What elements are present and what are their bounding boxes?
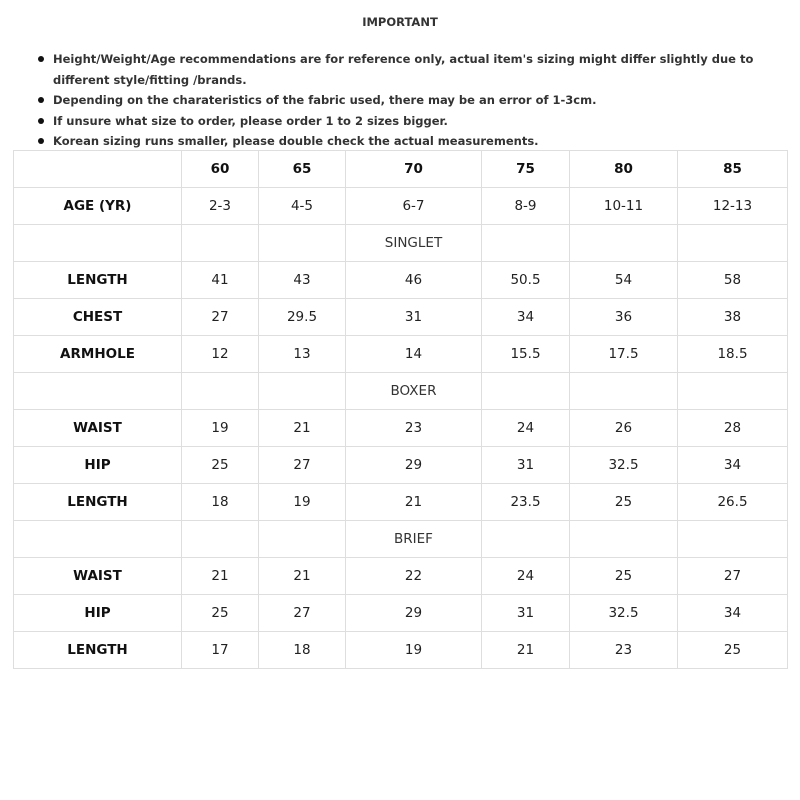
table-cell: 31: [346, 299, 482, 336]
table-cell: 27: [259, 595, 346, 632]
table-cell: 13: [259, 336, 346, 373]
table-cell: 29: [346, 595, 482, 632]
table-row: [14, 484, 788, 521]
row-label: LENGTH: [14, 632, 182, 669]
note-item: Height/Weight/Age recommendations are for reference only, actual item's sizing might differ slightly due to different style/fitting /brands.: [38, 49, 790, 90]
section-blank-cell: [14, 373, 182, 410]
table-cell: 58: [678, 262, 788, 299]
section-blank-cell: [182, 225, 259, 262]
table-cell: 38: [678, 299, 788, 336]
table-cell: 21: [259, 410, 346, 447]
section-title-singlet: SINGLET: [346, 225, 482, 262]
section-blank-cell: [678, 521, 788, 558]
section-blank-cell: [482, 225, 570, 262]
table-cell: 19: [182, 410, 259, 447]
table-cell: 31: [482, 447, 570, 484]
table-row: [14, 558, 788, 595]
section-blank-cell: [678, 225, 788, 262]
row-label: LENGTH: [14, 484, 182, 521]
row-label: CHEST: [14, 299, 182, 336]
note-item: If unsure what size to order, please order 1 to 2 sizes bigger.: [38, 111, 790, 132]
table-cell: 17.5: [570, 336, 678, 373]
table-cell: 25: [182, 447, 259, 484]
table-cell: 27: [182, 299, 259, 336]
table-cell: 31: [482, 595, 570, 632]
table-row: [14, 632, 788, 669]
table-cell: 18: [182, 484, 259, 521]
table-cell: 21: [259, 558, 346, 595]
section-blank-cell: [182, 521, 259, 558]
table-row: [14, 299, 788, 336]
size-chart-table: [13, 150, 788, 669]
table-cell: 19: [346, 632, 482, 669]
section-title-brief: BRIEF: [346, 521, 482, 558]
size-header-cell: 75: [482, 151, 570, 188]
table-cell: 46: [346, 262, 482, 299]
section-blank-cell: [259, 373, 346, 410]
table-cell: 12: [182, 336, 259, 373]
table-cell: 12-13: [678, 188, 788, 225]
table-cell: 19: [259, 484, 346, 521]
section-row: [14, 521, 788, 558]
section-blank-cell: [570, 373, 678, 410]
section-blank-cell: [482, 373, 570, 410]
header-corner-cell: [14, 151, 182, 188]
table-cell: 10-11: [570, 188, 678, 225]
table-cell: 8-9: [482, 188, 570, 225]
section-blank-cell: [570, 521, 678, 558]
size-header-cell: 85: [678, 151, 788, 188]
table-cell: 23.5: [482, 484, 570, 521]
notes-list: [38, 49, 790, 152]
table-cell: 26: [570, 410, 678, 447]
size-header-cell: 80: [570, 151, 678, 188]
row-label: LENGTH: [14, 262, 182, 299]
table-cell: 21: [182, 558, 259, 595]
table-row: [14, 595, 788, 632]
table-cell: 15.5: [482, 336, 570, 373]
table-cell: 43: [259, 262, 346, 299]
section-blank-cell: [259, 521, 346, 558]
size-header-cell: 70: [346, 151, 482, 188]
row-label: ARMHOLE: [14, 336, 182, 373]
table-cell: 41: [182, 262, 259, 299]
table-cell: 29: [346, 447, 482, 484]
table-cell: 6-7: [346, 188, 482, 225]
row-label: WAIST: [14, 558, 182, 595]
size-header-cell: 60: [182, 151, 259, 188]
note-item: Depending on the charateristics of the fabric used, there may be an error of 1-3cm.: [38, 90, 790, 111]
table-row: [14, 447, 788, 484]
table-cell: 25: [570, 484, 678, 521]
table-cell: 18.5: [678, 336, 788, 373]
table-cell: 54: [570, 262, 678, 299]
section-blank-cell: [259, 225, 346, 262]
section-row: [14, 373, 788, 410]
table-row: [14, 410, 788, 447]
important-title: IMPORTANT: [362, 15, 438, 29]
table-cell: 50.5: [482, 262, 570, 299]
section-blank-cell: [14, 225, 182, 262]
table-cell: 34: [678, 595, 788, 632]
table-cell: 27: [259, 447, 346, 484]
table-cell: 4-5: [259, 188, 346, 225]
row-label: WAIST: [14, 410, 182, 447]
table-cell: 17: [182, 632, 259, 669]
size-header-cell: 65: [259, 151, 346, 188]
table-cell: 27: [678, 558, 788, 595]
row-label: AGE (YR): [14, 188, 182, 225]
note-item: Korean sizing runs smaller, please double check the actual measurements.: [38, 131, 790, 152]
table-cell: 28: [678, 410, 788, 447]
section-blank-cell: [570, 225, 678, 262]
table-cell: 25: [182, 595, 259, 632]
row-label: HIP: [14, 595, 182, 632]
section-blank-cell: [482, 521, 570, 558]
section-blank-cell: [14, 521, 182, 558]
table-cell: 24: [482, 558, 570, 595]
table-cell: 23: [570, 632, 678, 669]
size-header-row: [14, 151, 788, 188]
table-cell: 18: [259, 632, 346, 669]
table-cell: 36: [570, 299, 678, 336]
table-cell: 34: [482, 299, 570, 336]
section-title-boxer: BOXER: [346, 373, 482, 410]
table-cell: 21: [346, 484, 482, 521]
table-cell: 25: [570, 558, 678, 595]
table-row: [14, 336, 788, 373]
table-cell: 34: [678, 447, 788, 484]
table-cell: 32.5: [570, 447, 678, 484]
table-cell: 2-3: [182, 188, 259, 225]
table-cell: 21: [482, 632, 570, 669]
table-cell: 29.5: [259, 299, 346, 336]
table-cell: 26.5: [678, 484, 788, 521]
table-cell: 23: [346, 410, 482, 447]
table-cell: 25: [678, 632, 788, 669]
table-cell: 22: [346, 558, 482, 595]
section-row: [14, 225, 788, 262]
section-blank-cell: [678, 373, 788, 410]
section-blank-cell: [182, 373, 259, 410]
table-row: [14, 188, 788, 225]
table-cell: 24: [482, 410, 570, 447]
table-row: [14, 262, 788, 299]
table-cell: 32.5: [570, 595, 678, 632]
table-cell: 14: [346, 336, 482, 373]
row-label: HIP: [14, 447, 182, 484]
